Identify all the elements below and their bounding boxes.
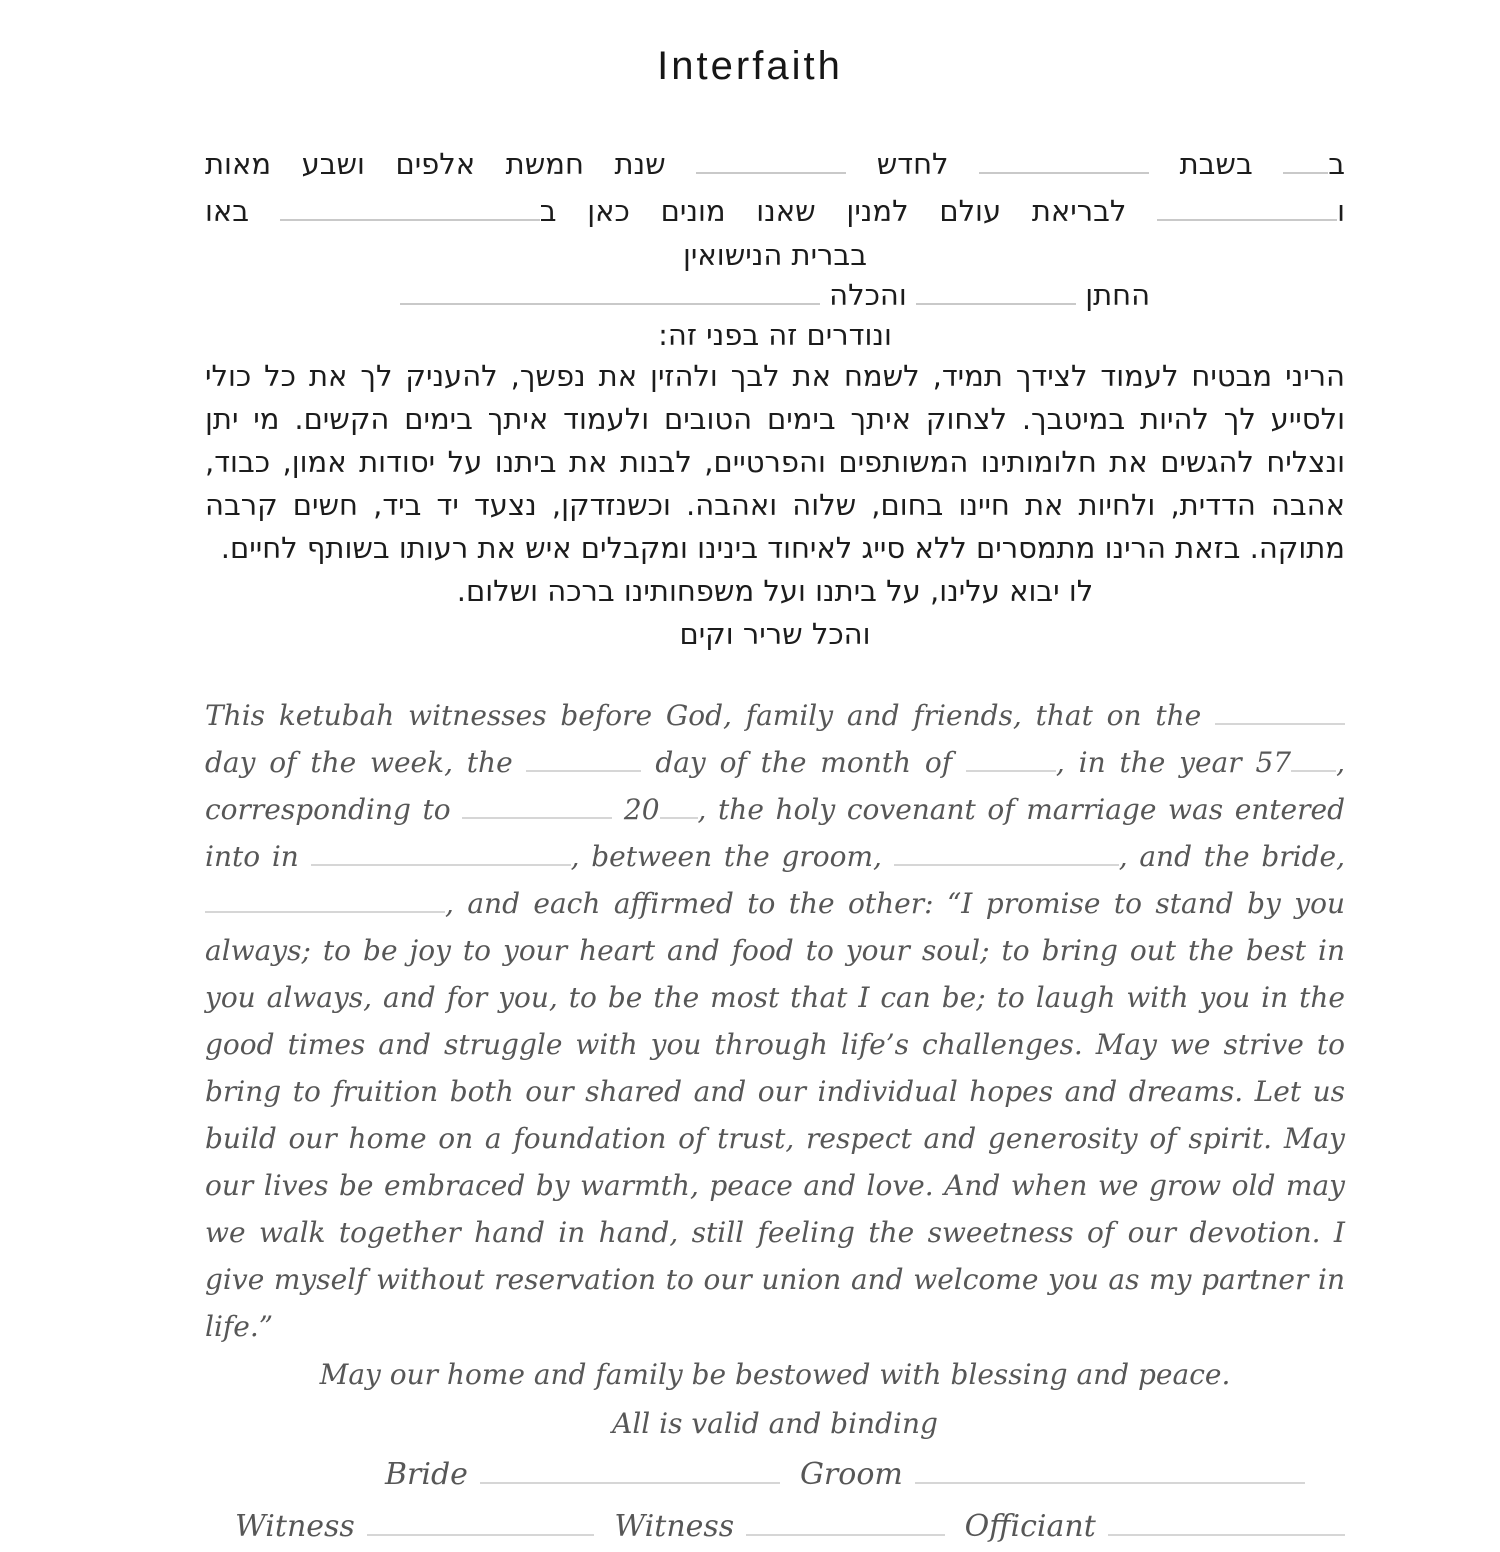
hebrew-date-line <box>205 141 1345 188</box>
english-text-segment: , in the year 57 <box>1055 746 1292 779</box>
hebrew-vav-prefix: ו <box>1337 194 1345 228</box>
hebrew-beshabbat: בשבת <box>1179 147 1253 181</box>
fill-in-blank <box>526 746 641 772</box>
officiant-signature-line <box>1108 1518 1345 1537</box>
hebrew-day-prefix: ב <box>1328 147 1346 181</box>
english-text-segment: , corresponding to <box>205 746 1345 826</box>
hebrew-groom-label: החתן <box>1085 278 1151 312</box>
english-text-segment: day of the week, the <box>205 746 527 779</box>
hebrew-bride-label: והכלה <box>829 278 907 312</box>
bride-signature-label: Bride <box>385 1457 468 1492</box>
english-text-segment: day of the month of <box>641 746 966 779</box>
fill-in-blank <box>894 840 1119 866</box>
page-title: Interfaith <box>657 44 843 88</box>
hebrew-parties-line <box>205 275 1345 315</box>
hebrew-blessing-line: לו יבוא עלינו, על ביתנו ועל משפחותינו ברכה ושלום. <box>456 574 1094 608</box>
witness2-signature-label: Witness <box>614 1509 735 1544</box>
hebrew-creation-line <box>205 188 1345 235</box>
fill-in-blank <box>1283 147 1328 174</box>
fill-in-blank <box>280 194 540 221</box>
english-text-segment: , between the groom, <box>570 840 894 873</box>
english-blessing-line: May our home and family be bestowed with blessing and peace. <box>319 1358 1231 1391</box>
fill-in-blank <box>1157 194 1337 221</box>
english-paragraph <box>205 692 1345 1350</box>
fill-in-blank <box>696 147 846 174</box>
fill-in-blank <box>462 793 612 819</box>
hebrew-covenant-heading: בברית הנישואין <box>683 238 867 272</box>
fill-in-blank <box>400 278 820 305</box>
fill-in-blank <box>311 840 571 866</box>
signature-row-couple <box>205 1450 1345 1500</box>
groom-signature-line <box>915 1466 1305 1485</box>
fill-in-blank <box>660 793 698 819</box>
fill-in-blank <box>979 147 1149 174</box>
hebrew-livriat-olam: לבריאת עולם למנין שאנו מונים כאן ב <box>539 194 1127 228</box>
hebrew-paragraph: הריני מבטיח לעמוד לצידך תמיד, לשמח את לבך ולהזין את נפשך, להעניק לך את כל כולי ולסייע לך להיות במיטבך. לצחוק איתך בימים הטובים ולעמוד איתך בימים הקשים. מי יתן ונצליח להגשים את חלומותינו המשותפים והפרטיים, לבנות את ביתנו על יסודות אמון, כבוד, אהבה הדדית, ולחיות את חיינו בחום, שלוה ואהבה. וכשנזדקן, נצעד יד ביד, חשים קרבה מתוקה. בזאת הרינו מתמסרים ללא סייג לאיחוד בינינו ומקבלים איש את רעותו בשותף לחיים. <box>205 359 1345 565</box>
signature-row-witnesses <box>205 1502 1345 1552</box>
hebrew-bau: באו <box>205 194 250 228</box>
officiant-signature-label: Officiant <box>964 1509 1096 1544</box>
fill-in-blank <box>966 746 1056 772</box>
english-text-segment: , and each affirmed to the other: “I promise to stand by you always; to be joy to your heart and food to your soul; to bring out the best in you always, and for you, to be the most that I can be; to laugh with you in the good times and struggle with you through life’s challenges. May we strive to bring to fruition both our shared and our individual hopes and dreams. Let us build our home on a foundation of trust, respect and generosity of spirit. May our lives be embraced by warmth, peace and love. And when we grow old may we walk together hand in hand, still feeling the sweetness of our devotion. I give myself without reservation to our union and welcome you as my partner in life.” <box>205 887 1345 1343</box>
bride-signature-line <box>480 1466 780 1485</box>
english-text-segment: , and the bride, <box>1118 840 1346 873</box>
hebrew-year-words: שנת חמשת אלפים ושבע מאות <box>205 147 666 181</box>
hebrew-vow-heading: ונודרים זה בפני זה: <box>658 318 892 352</box>
english-valid-line: All is valid and binding <box>612 1407 938 1440</box>
groom-signature-label: Groom <box>799 1457 903 1492</box>
english-text-segment: , the holy covenant of marriage was entered into in <box>205 793 1346 873</box>
fill-in-blank <box>205 887 445 913</box>
fill-in-blank <box>1215 699 1345 725</box>
witness1-signature-line <box>367 1518 595 1537</box>
witness1-signature-label: Witness <box>235 1509 355 1544</box>
english-text-segment: This ketubah witnesses before God, family and friends, that on the <box>205 699 1215 732</box>
witness2-signature-line <box>746 1518 944 1537</box>
hebrew-lachodesh: לחדש <box>876 147 949 181</box>
fill-in-blank <box>916 278 1076 305</box>
english-text-segment: 20 <box>612 793 660 826</box>
fill-in-blank <box>1291 746 1336 772</box>
hebrew-valid-line: והכל שריר וקים <box>679 617 871 651</box>
